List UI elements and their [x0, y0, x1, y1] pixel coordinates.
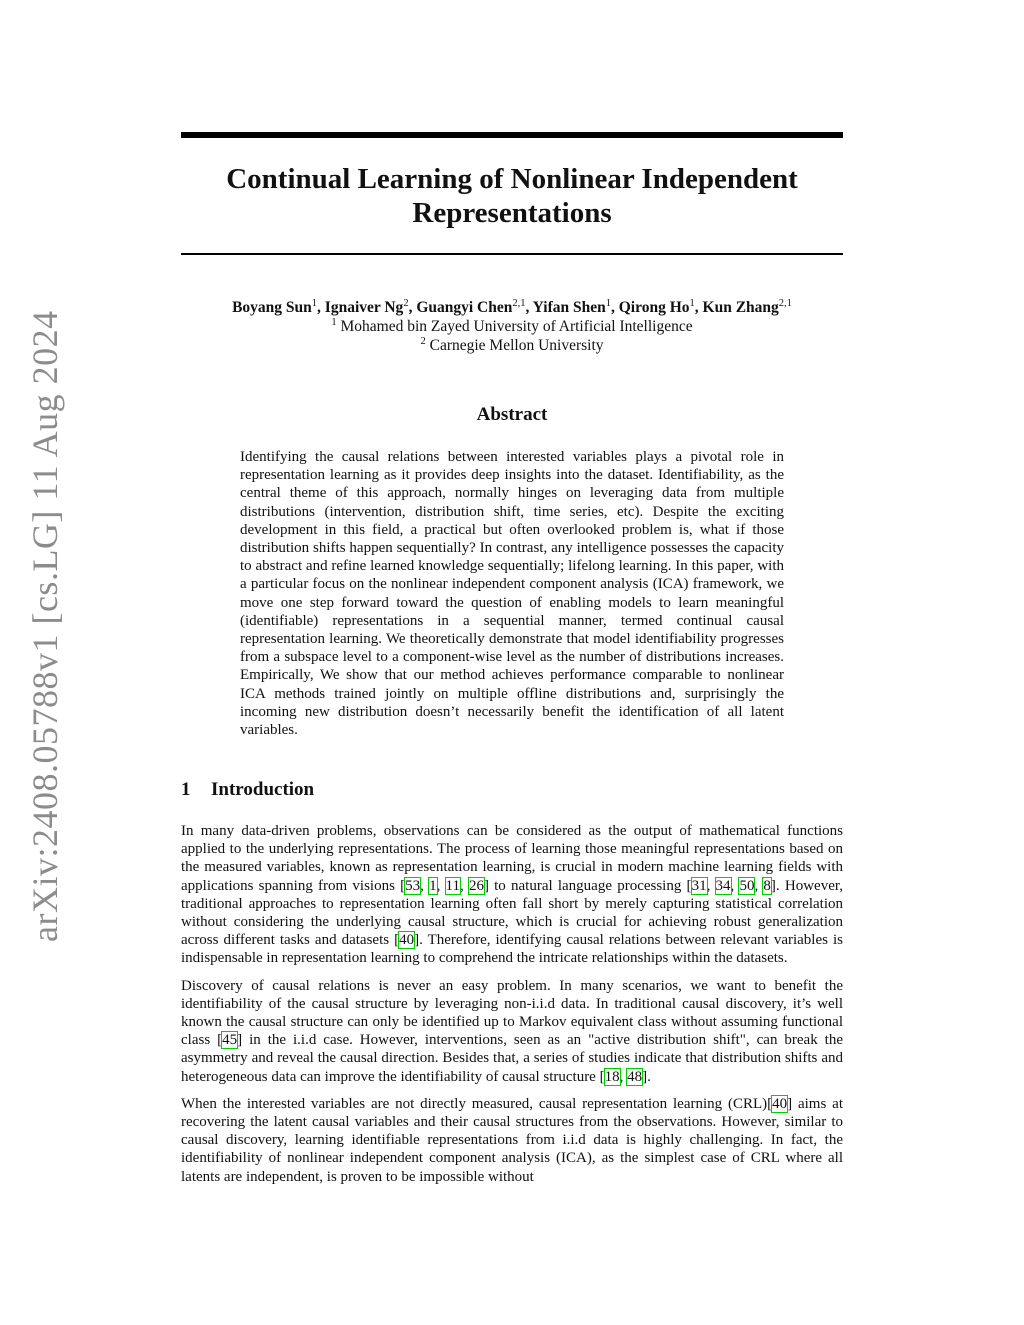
section-number: 1: [181, 779, 191, 800]
citation-link[interactable]: 31: [691, 877, 707, 894]
citation-link[interactable]: 18: [604, 1068, 620, 1085]
paragraph-text: ] aims at recovering the latent causal variables and their causal structures from the observations. However, similar to causal discovery, learning identifiable representations from i.i.d data is highly challenging. In fact, the identifiability of nonlinear independent component analysis (ICA), as the simplest case of CRL where all latents are independent, is proven to be impossible without: [181, 1095, 843, 1185]
author-name: Qirong Ho: [618, 299, 690, 316]
author-name: Ignaiver Ng: [324, 299, 404, 316]
affiliation-mark: 1: [331, 317, 337, 328]
paragraph-text: ] in the i.i.d case. However, interventions, seen as an "active distribution shift", can break the asymmetry and reveal the causal direction. Besides that, a series of studies indicate that distribution shifts and heterogeneous data can improve the identifiability of causal structure [: [181, 1032, 843, 1085]
citation-link[interactable]: 11: [445, 877, 460, 894]
author-affiliation-mark: 1: [605, 298, 611, 309]
paragraph-text: When the interested variables are not directly measured, causal representation learning (CRL)[: [181, 1095, 773, 1112]
author-list: Boyang Sun$^1$, Ignaiver Ng$^2$, Guangyi Chen$^{2,1}$, Yifan Shen$^1$, Qirong Ho$^1$, Kun Zhang$^{2,1}$: [232, 298, 792, 316]
author-name: Guangyi Chen: [416, 299, 513, 316]
abstract-text: Identifying the causal relations between interested variables plays a pivotal role in representation learning as it provides deep insights into the dataset. Identifiability, as the central theme of this approach, normally hinges on leveraging data from multiple distributions (intervention, distribution shift, time series, etc). Despite the exciting development in this field, a practical but often overlooked problem is, what if those distribution shifts happen sequentially? In contrast, any intelligence possesses the capacity to abstract and refine learned knowledge sequentially; lifelong learning. In this paper, with a particular focus on the nonlinear independent component analysis (ICA) framework, we move one step forward toward the question of enabling models to learn meaningful (identifiable) representations in a sequential manner, termed continual causal representation learning. We theoretically demonstrate that model identifiability progresses from a subspace level to a component-wise level as the number of distributions increases. Empirically, We show that our method achieves performance comparable to nonlinear ICA methods trained jointly on multiple offline distributions and, surprisingly the incoming new distribution doesn’t necessarily benefit the identification of all latent variables.: [240, 449, 784, 739]
affiliation-mark: 2: [420, 336, 426, 347]
paragraph-text: ].: [642, 1068, 651, 1085]
citation-link[interactable]: 40: [399, 932, 415, 949]
paragraph: In many data-driven problems, observations can be considered as the output of mathematical functions applied to the underlying representations. The process of learning those meaningful representations based on the measured variables, known as representation learning, is crucial in modern machine learning fields with applications spanning from visions [53, 1, 11, 26] to natural language processing [31, 34, 50, 8]. However, traditional approaches to representation learning often fall short by merely capturing statistical correlation without considering the underlying causal structure, which is crucial for achieving robust generalization across different tasks and datasets [40]. Therefore, identifying causal relations between relevant variables is indispensable in representation learning to comprehend the intricate relationships within the datasets.: [181, 823, 844, 967]
title-bottom-rule: [181, 253, 843, 255]
paragraph-text: Discovery of causal relations is never an easy problem. In many scenarios, we want to benefit the identifiability of the causal structure by leveraging non-i.i.d data. In traditional causal discovery, it’s well known the causal structure can only be identified up to Markov equivalent class without assuming functional class [: [181, 977, 843, 1049]
author-name: Boyang Sun: [232, 299, 312, 316]
citation-link[interactable]: 53: [405, 877, 421, 894]
paragraph-text: ] to natural language processing [: [483, 877, 692, 894]
citation-link[interactable]: 48: [627, 1068, 643, 1085]
citation-link[interactable]: 8: [763, 877, 771, 894]
author-affiliation-mark: 1: [311, 298, 318, 309]
title-line-1: Continual Learning of Nonlinear Independent: [226, 163, 798, 195]
author-affiliation-mark: 2: [403, 298, 409, 309]
citation-link[interactable]: 1: [429, 877, 437, 894]
affiliation-1: [181, 317, 843, 336]
paragraph-text: ]. Therefore, identifying causal relations between relevant variables is indispensable in representation learning to comprehend the intricate relationships within the datasets.: [181, 932, 844, 967]
affiliation-name: Mohamed bin Zayed University of Artificial Intelligence: [340, 318, 693, 335]
abstract-heading: Abstract: [476, 404, 548, 425]
author-affiliation-mark: 2,1: [778, 298, 792, 309]
affiliation-2: [181, 336, 843, 355]
paragraph-text: ]. However, traditional approaches to representation learning often fall short by merely capturing statistical correlation without considering the underlying causal structure, which is crucial for achieving robust generalization across different tasks and datasets [: [181, 877, 843, 949]
author-name: Kun Zhang: [702, 299, 779, 316]
section-title: Introduction: [211, 779, 315, 800]
citation-link[interactable]: 50: [739, 877, 755, 894]
paragraph: [181, 1095, 843, 1186]
citation-link[interactable]: 26: [468, 877, 484, 894]
author-name: Yifan Shen: [532, 299, 606, 316]
paragraph-text: In many data-driven problems, observations can be considered as the output of mathematical functions applied to the underlying representations. The process of learning those meaningful representations based on the measured variables, known as representation learning, is crucial in modern machine learning fields with applications spanning from visions [: [181, 823, 843, 894]
author-block: [181, 298, 843, 355]
title-top-rule: [181, 132, 843, 138]
author-affiliation-mark: 2,1: [512, 298, 526, 309]
introduction-body: [181, 822, 843, 1195]
citation-link[interactable]: 45: [222, 1032, 238, 1049]
citation-link[interactable]: 34: [715, 877, 731, 894]
author-affiliation-mark: 1: [689, 298, 695, 309]
citation-link[interactable]: 40: [772, 1095, 788, 1112]
title-line-2: Representations: [412, 197, 612, 229]
section-heading: [181, 778, 843, 802]
paper-title: [181, 162, 843, 230]
affiliation-name: Carnegie Mellon University: [429, 337, 604, 354]
paragraph: Discovery of causal relations is never an easy problem. In many scenarios, we want to benefit the identifiability of the causal structure by leveraging non-i.i.d data. In traditional causal discovery, it’s well known the causal structure can only be identified up to Markov equivalent class without assuming functional class [45] in the i.i.d case. However, interventions, seen as an "active distribution shift", can break the asymmetry and reveal the causal direction. Besides that, a series of studies indicate that distribution shifts and heterogeneous data can improve the identifiability of causal structure [18, 48].: [181, 977, 843, 1085]
arxiv-identifier: arXiv:2408.05788v1 [cs.LG] 11 Aug 2024: [25, 310, 65, 942]
